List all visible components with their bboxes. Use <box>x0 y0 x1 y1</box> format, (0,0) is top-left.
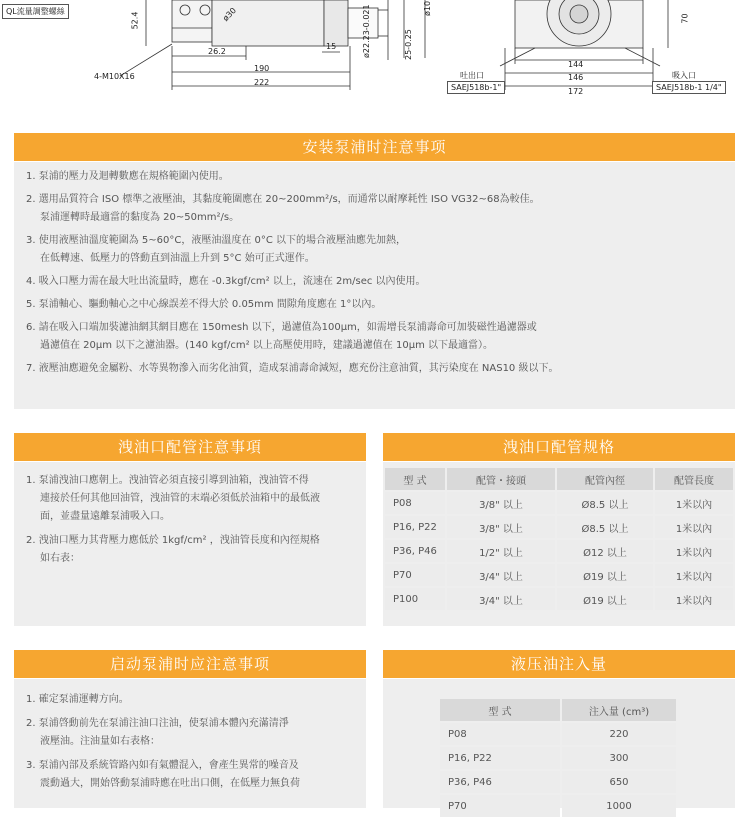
drain-spec-table <box>383 466 735 612</box>
table-row: P36, P46 1/2" 以上 Ø12 以上 1米以內 <box>385 540 733 562</box>
dim-shaft: ø22.23-0.021 <box>362 4 371 58</box>
drain-notes-panel <box>14 462 366 626</box>
dim-146: 146 <box>568 73 584 82</box>
drain-notes-header: 洩油口配管注意事項 <box>14 433 366 461</box>
table-row: P08 220 <box>440 723 676 745</box>
install-note-4: 4. 吸入口壓力需在最大吐出流量時，應在 -0.3kgf/cm² 以上，流速在 2m/sec 以內使用。 <box>26 276 426 287</box>
table-row: P16, P22 300 <box>440 747 676 769</box>
startup-note-1: 1. 確定泵浦運轉方向。 <box>26 694 129 705</box>
col-fitting: 配管・接頭 <box>447 468 555 490</box>
install-note-6: 6. 請在吸入口端加裝濾油網其網目應在 150mesh 以下，過濾值為100μm，如需增長泵浦壽命可加裝磁性過濾器或 過濾值在 20μm 以下之濾油器。(140 kgf/cm² 以上高壓使用時，建議過濾值在 10μm 以下最適當）。 <box>26 322 537 351</box>
install-note-7: 7. 液壓油應避免金屬粉、水等異物滲入而劣化油質，造成泵浦壽命減短，應充份注意油質，其污染度在 NAS10 級以下。 <box>26 363 559 374</box>
inlet-spec: SAEJ518b-1 1/4" <box>652 81 726 94</box>
pump-dimension-drawing <box>0 0 750 100</box>
startup-note-3: 3. 泵浦內部及系統管路內如有氣體混入，會產生異常的噪音及 震動過大，開始啓動泵浦時應在吐出口側，在低壓力無負荷 <box>26 760 300 789</box>
table-row: P70 1000 <box>440 795 676 817</box>
table-row: P70 3/4" 以上 Ø19 以上 1米以內 <box>385 564 733 586</box>
drain-note-1: 1. 泵浦洩油口應朝上。洩油管必須直接引導到油箱，洩油管不得 連接於任何其他回油管，洩油管的末端必須低於油箱中的最低液 面，並盡量遠離泵浦吸入口。 <box>26 475 320 522</box>
install-notes-panel <box>14 162 735 409</box>
dim-phi10: ø10 <box>423 0 433 17</box>
outlet-spec: SAEJ518b-1" <box>447 81 505 94</box>
table-row: P16, P22 3/8" 以上 Ø8.5 以上 1米以內 <box>385 516 733 538</box>
col-model: 型 式 <box>385 468 445 490</box>
dim-70: 70 <box>680 13 690 24</box>
bolt-spec: 4-M10X16 <box>94 72 135 81</box>
col-volume: 注入量 (cm³) <box>562 699 676 721</box>
drain-spec-panel <box>383 462 735 626</box>
table-row: P08 3/8" 以上 Ø8.5 以上 1米以內 <box>385 492 733 514</box>
startup-note-2: 2. 泵浦啓動前先在泵浦注油口注油，使泵浦本體內充滿清淨 液壓油。注油量如右表格： <box>26 718 289 747</box>
dim-26: 26.2 <box>208 47 226 56</box>
dim-222: 222 <box>254 78 270 87</box>
startup-notes-header: 启动泵浦时应注意事项 <box>14 650 366 678</box>
drain-note-2: 2. 洩油口壓力其背壓力應低於 1kgf/cm² ，洩油管長度和內徑規格 如右表： <box>26 535 320 564</box>
install-note-2: 2. 選用品質符合 ISO 標準之液壓油，其黏度範圍應在 20~200mm²/s，而通常以耐摩耗性 ISO VG32~68為較佳。 泵浦運轉時最適當的黏度為 20~50mm²/s。 <box>26 194 540 223</box>
dim-key: 25-0.25 <box>404 29 413 60</box>
dim-144: 144 <box>568 60 584 69</box>
col-length: 配管長度 <box>655 468 733 490</box>
oil-volume-table <box>438 697 678 819</box>
drawing-lines <box>0 0 750 100</box>
table-row: P100 3/4" 以上 Ø19 以上 1米以內 <box>385 588 733 610</box>
col-model: 型 式 <box>440 699 560 721</box>
table-row: P36, P46 650 <box>440 771 676 793</box>
install-note-1: 1. 泵浦的壓力及迴轉數應在規格範圍內使用。 <box>26 171 229 182</box>
dim-phi30: ø30 <box>221 5 239 24</box>
table-header-row <box>440 699 676 721</box>
install-note-3: 3. 使用液壓油溫度範圍為 5~60°C，液壓油溫度在 0°C 以下的場合液壓油應先加熱， 在低轉速、低壓力的啓動直到油溫上升到 5°C 始可正式運作。 <box>26 235 407 264</box>
col-inner-dia: 配管內徑 <box>557 468 653 490</box>
install-notes-header: 安装泵浦时注意事项 <box>14 133 735 161</box>
oil-volume-panel <box>383 679 735 812</box>
inlet-label: 吸入口 <box>672 71 696 80</box>
dim-52: 52.4 <box>130 11 140 30</box>
drain-spec-header: 洩油口配管规格 <box>383 433 735 461</box>
ql-adjust-label: QL流量調整螺絲 <box>2 4 69 19</box>
table-header-row <box>385 468 733 490</box>
startup-notes-panel <box>14 679 366 808</box>
outlet-label: 吐出口 <box>460 71 484 80</box>
dim-172: 172 <box>568 87 584 96</box>
install-note-5: 5. 泵浦軸心、驅動軸心之中心線誤差不得大於 0.05mm 間隙角度應在 1°以內。 <box>26 299 382 310</box>
oil-volume-header: 液压油注入量 <box>383 650 735 678</box>
dim-190: 190 <box>254 64 270 73</box>
dim-15: 15 <box>326 42 337 51</box>
